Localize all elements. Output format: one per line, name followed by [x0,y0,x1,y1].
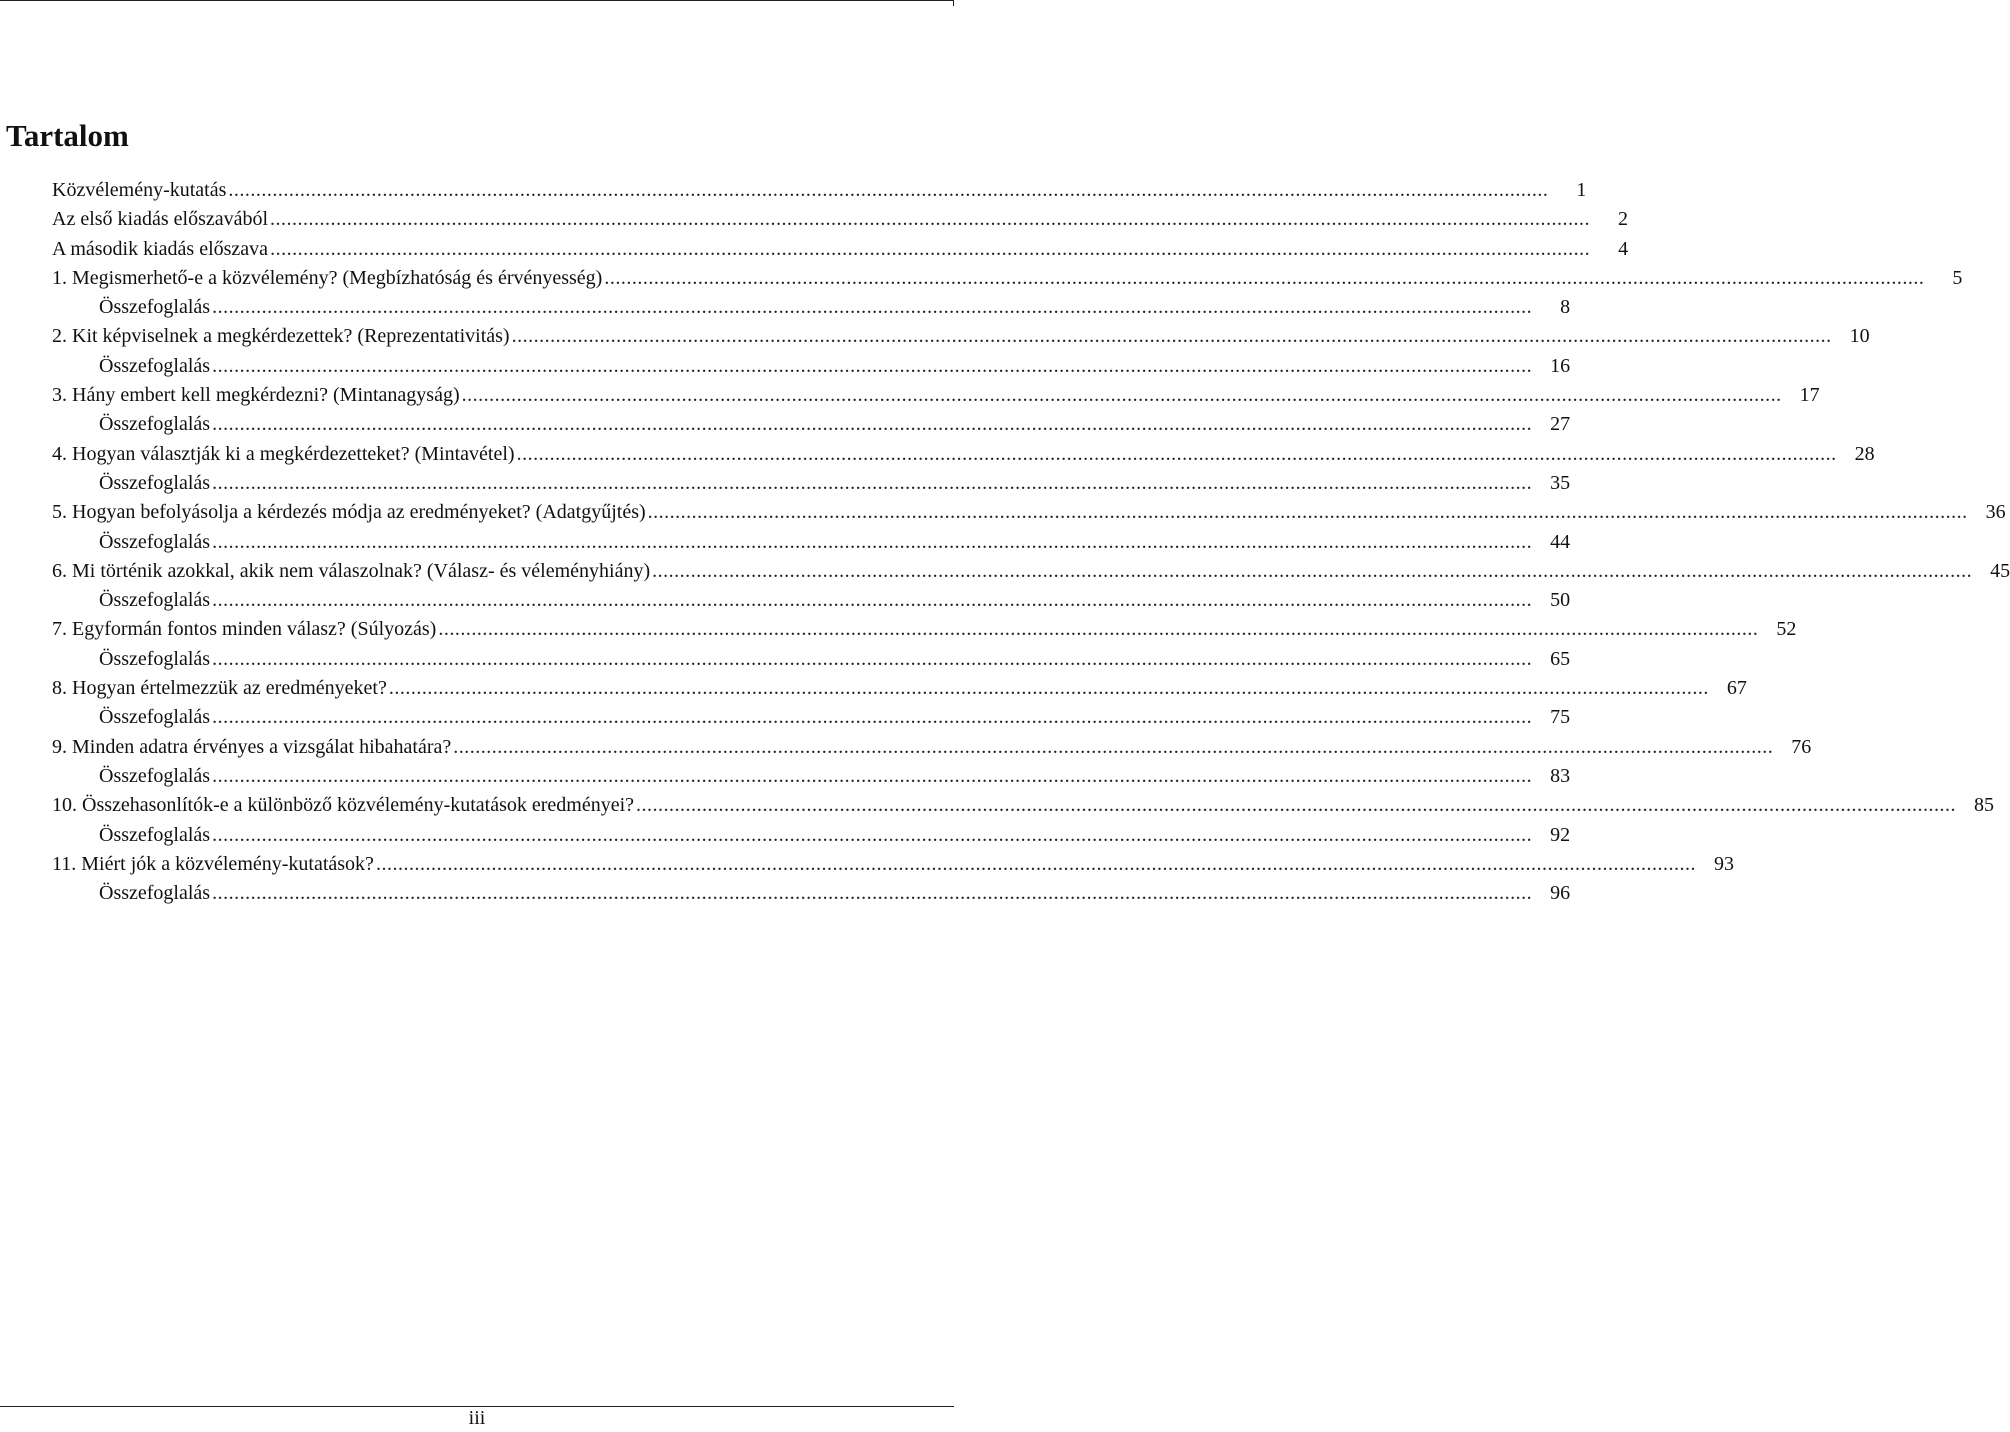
toc-entry-title: Összefoglalás [99,589,211,612]
header-rule-tick [953,0,954,6]
toc-entry-title: 10. Összehasonlítók-e a különböző közvélemény-kutatások eredményei? [52,794,635,817]
toc-entry-title: Összefoglalás [99,764,211,787]
toc-entry-page-number: 50 [1550,589,1571,612]
page-title: Tartalom [6,118,129,153]
toc-entry[interactable] [52,674,1747,703]
toc-entry[interactable] [52,293,1571,322]
toc-entry[interactable] [52,586,1571,615]
toc-entry[interactable] [52,821,1571,850]
toc-entry[interactable] [52,264,1963,293]
toc-entry[interactable] [52,352,1571,381]
dot-leader: ................................................................................................................................................................................................................................................ [212,823,1533,846]
toc-entry-page-number: 28 [1854,442,1875,465]
dot-leader: ................................................................................................................................................................................................................................................ [647,501,1968,524]
toc-entry-page-number: 10 [1849,325,1870,348]
toc-entry-page-number: 85 [1974,794,1995,817]
toc-entry-title: 4. Hogyan választják ki a megkérdezetteket? (Mintavétel) [52,442,515,465]
dot-leader: ................................................................................................................................................................................................................................................ [212,471,1533,494]
dot-leader: ................................................................................................................................................................................................................................................ [212,413,1533,436]
toc-entry-page-number: 67 [1726,677,1747,700]
toc-entry[interactable] [52,205,1629,234]
toc-entry-page-number: 16 [1550,354,1571,377]
toc-entry[interactable] [52,322,1870,351]
toc-entry[interactable] [52,498,2006,527]
toc-entry[interactable] [52,176,1587,205]
toc-entry-title: 9. Minden adatra érvényes a vizsgálat hibahatára? [52,735,452,758]
toc-entry-title: 11. Miért jók a közvélemény-kutatások? [52,852,374,875]
toc-entry-page-number: 17 [1799,384,1820,407]
toc-entry-page-number: 2 [1618,208,1629,231]
toc-entry-title: Összefoglalás [99,296,211,319]
toc-entry-page-number: 52 [1776,618,1797,641]
toc-entry-title: Összefoglalás [99,354,211,377]
dot-leader: ................................................................................................................................................................................................................................................ [212,706,1533,729]
toc-entry-title: Összefoglalás [99,471,211,494]
dot-leader: ................................................................................................................................................................................................................................................ [212,764,1533,787]
toc-entry-title: Összefoglalás [99,413,211,436]
dot-leader: ................................................................................................................................................................................................................................................ [212,354,1533,377]
toc-entry-page-number: 45 [1990,559,2010,582]
toc-entry-title: 6. Mi történik azokkal, akik nem válaszolnak? (Válasz- és véleményhiány) [52,559,651,582]
toc-entry-page-number: 1 [1576,179,1587,201]
toc-entry-page-number: 92 [1550,823,1571,846]
table-of-contents [52,176,2010,908]
dot-leader: ................................................................................................................................................................................................................................................ [438,618,1759,641]
toc-entry[interactable] [52,528,1571,557]
toc-entry-page-number: 5 [1952,266,1963,289]
toc-entry-page-number: 44 [1550,530,1571,553]
toc-entry-page-number: 76 [1791,735,1812,758]
dot-leader: ................................................................................................................................................................................................................................................ [461,384,1782,407]
dot-leader: ................................................................................................................................................................................................................................................ [212,589,1533,612]
toc-entry-title: Az első kiadás előszavából [52,208,269,231]
toc-entry-page-number: 65 [1550,647,1571,670]
toc-entry-page-number: 35 [1550,471,1571,494]
toc-entry[interactable] [52,879,1571,908]
toc-entry-title: 7. Egyformán fontos minden válasz? (Súlyozás) [52,618,437,641]
toc-entry-title: 5. Hogyan befolyásolja a kérdezés módja az eredményeket? (Adatgyűjtés) [52,501,646,524]
toc-entry-title: Összefoglalás [99,647,211,670]
toc-entry-title: Közvélemény-kutatás [52,179,227,201]
dot-leader: ................................................................................................................................................................................................................................................ [511,325,1832,348]
dot-leader: ................................................................................................................................................................................................................................................ [212,530,1533,553]
toc-entry[interactable] [52,645,1571,674]
header-rule [0,0,954,1]
toc-entry-page-number: 83 [1550,764,1571,787]
toc-entry-title: 2. Kit képviselnek a megkérdezettek? (Reprezentativitás) [52,325,510,348]
toc-entry[interactable] [52,469,1571,498]
toc-entry-title: 3. Hány embert kell megkérdezni? (Mintanagyság) [52,384,460,407]
toc-entry-title: 8. Hogyan értelmezzük az eredményeket? [52,677,387,700]
toc-entry-page-number: 8 [1560,296,1571,319]
dot-leader: ................................................................................................................................................................................................................................................ [516,442,1837,465]
dot-leader: ................................................................................................................................................................................................................................................ [270,208,1591,231]
toc-entry[interactable] [52,615,1797,644]
toc-entry[interactable] [52,557,2010,586]
toc-entry[interactable] [52,791,1995,820]
toc-entry[interactable] [52,703,1571,732]
toc-entry-page-number: 75 [1550,706,1571,729]
dot-leader: ................................................................................................................................................................................................................................................ [636,794,1957,817]
page-number: iii [468,1407,486,1429]
toc-entry[interactable] [52,410,1571,439]
dot-leader: ................................................................................................................................................................................................................................................ [388,677,1709,700]
toc-entry-title: Összefoglalás [99,706,211,729]
dot-leader: ................................................................................................................................................................................................................................................ [212,296,1533,319]
toc-entry-page-number: 4 [1618,237,1629,260]
dot-leader: ................................................................................................................................................................................................................................................ [604,266,1925,289]
dot-leader: ................................................................................................................................................................................................................................................ [652,559,1973,582]
toc-entry-page-number: 36 [1985,501,2006,524]
toc-entry[interactable] [52,762,1571,791]
toc-entry[interactable] [52,235,1629,264]
dot-leader: ................................................................................................................................................................................................................................................ [270,237,1591,260]
toc-entry-page-number: 27 [1550,413,1571,436]
toc-entry-title: Összefoglalás [99,823,211,846]
dot-leader: ................................................................................................................................................................................................................................................ [453,735,1774,758]
toc-entry-title: 1. Megismerhető-e a közvélemény? (Megbízhatóság és érvényesség) [52,266,603,289]
toc-entry-title: A második kiadás előszava [52,237,269,260]
dot-leader: ................................................................................................................................................................................................................................................ [212,647,1533,670]
toc-entry-page-number: 96 [1550,882,1571,905]
toc-entry[interactable] [52,440,1875,469]
dot-leader: ................................................................................................................................................................................................................................................ [212,882,1533,905]
toc-entry-title: Összefoglalás [99,882,211,905]
toc-entry[interactable] [52,733,1812,762]
dot-leader: ................................................................................................................................................................................................................................................ [228,179,1549,201]
toc-entry[interactable] [52,850,1734,879]
toc-entry-page-number: 93 [1713,852,1734,875]
toc-entry-title: Összefoglalás [99,530,211,553]
toc-entry[interactable] [52,381,1820,410]
dot-leader: ................................................................................................................................................................................................................................................ [375,852,1696,875]
